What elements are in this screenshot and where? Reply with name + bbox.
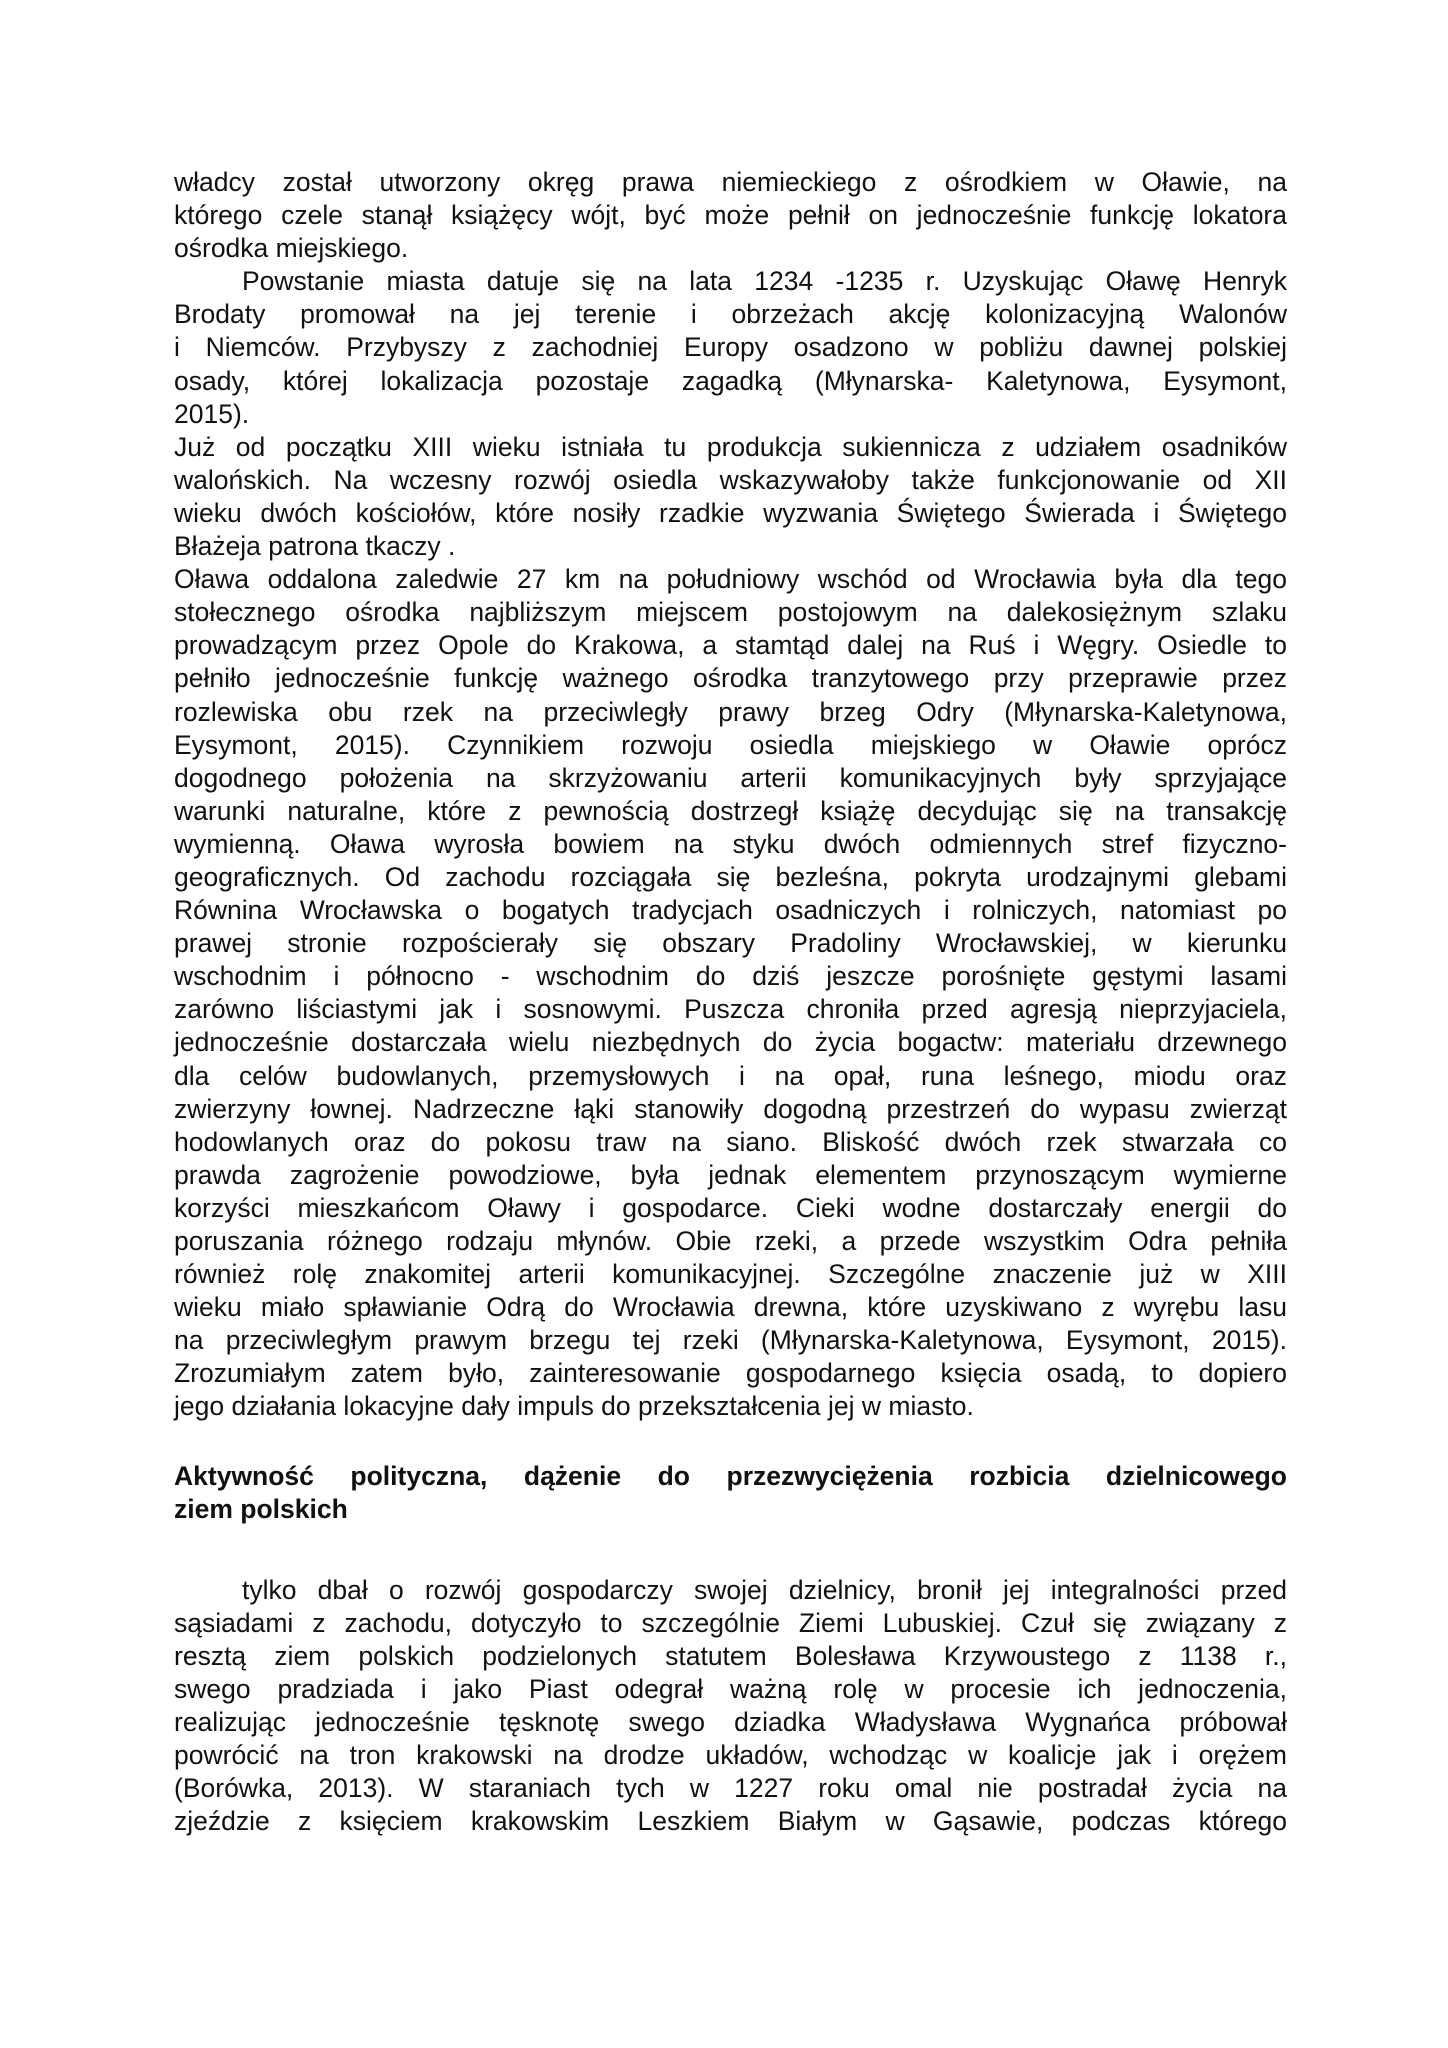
text-line: tylko dbał o rozwój gospodarczy swojej dzielnicy, bronił jej integralności przed xyxy=(242,1574,1287,1605)
text-line: 2015). xyxy=(174,398,250,429)
text-line: Już od początku XIII wieku istniała tu produkcja sukiennicza z udziałem osadników xyxy=(174,431,1287,462)
text-line: prowadzącym przez Opole do Krakowa, a stamtąd dalej na Ruś i Węgry. Osiedle to xyxy=(174,630,1287,661)
section-heading xyxy=(174,1460,1287,1526)
text-line: prawej stronie rozpościerały się obszary Pradoliny Wrocławskiej, w kierunku xyxy=(174,928,1287,959)
document-page xyxy=(174,166,1287,1839)
spacer xyxy=(174,1526,1287,1574)
text-line: swego pradziada i jako Piast odegrał ważną rolę w procesie ich jednoczenia, xyxy=(174,1674,1287,1705)
text-line: wieku dwóch kościołów, które nosiły rzadkie wyzwania Świętego Świerada i Świętego xyxy=(174,497,1287,528)
text-line: dla celów budowlanych, przemysłowych i na opał, runa leśnego, miodu oraz xyxy=(174,1060,1287,1091)
text-line: Równina Wrocławska o bogatych tradycjach osadniczych i rolniczych, natomiast po xyxy=(174,895,1287,926)
text-line: powrócić na tron krakowski na drodze układów, wchodząc w koalicje jak i orężem xyxy=(174,1740,1287,1771)
text-line: ośrodka miejskiego. xyxy=(174,233,409,264)
paragraph-5 xyxy=(174,1574,1287,1839)
text-line: władcy został utworzony okręg prawa niemieckiego z ośrodkiem w Oławie, na xyxy=(174,167,1287,197)
text-line: stołecznego ośrodka najbliższym miejscem postojowym na dalekosiężnym szlaku xyxy=(174,597,1287,628)
text-line: korzyści mieszkańcom Oławy i gospodarce. Cieki wodne dostarczały energii do xyxy=(174,1192,1287,1223)
text-line: Eysymont, 2015). Czynnikiem rozwoju osiedla miejskiego w Oławie oprócz xyxy=(174,729,1287,760)
text-line: zjeździe z księciem krakowskim Leszkiem Białym w Gąsawie, podczas którego xyxy=(174,1806,1287,1837)
text-line: zarówno liściastymi jak i sosnowymi. Puszcza chroniła przed agresją nieprzyjaciela, xyxy=(174,994,1287,1025)
text-line: Zrozumiałym zatem było, zainteresowanie gospodarnego księcia osadą, to dopiero xyxy=(174,1358,1287,1389)
text-line: wieku miało spławianie Odrą do Wrocławia drewna, które uzyskiwano z wyrębu lasu xyxy=(174,1292,1287,1323)
paragraph-3 xyxy=(174,431,1287,563)
text-line: geograficznych. Od zachodu rozciągała się bezleśna, pokryta urodzajnymi glebami xyxy=(174,861,1287,892)
paragraph-2 xyxy=(174,265,1287,430)
heading-line: Aktywność polityczna, dążenie do przezwyciężenia rozbicia dzielnicowego xyxy=(174,1460,1287,1491)
text-line: resztą ziem polskich podzielonych statutem Bolesława Krzywoustego z 1138 r., xyxy=(174,1640,1287,1671)
text-line: osady, której lokalizacja pozostaje zagadką (Młynarska- Kaletynowa, Eysymont, xyxy=(174,365,1287,396)
text-line: i Niemców. Przybyszy z zachodniej Europy osadzono w pobliżu dawnej polskiej xyxy=(174,332,1287,363)
text-line: warunki naturalne, które z pewnością dostrzegł książę decydując się na transakcję xyxy=(174,795,1287,826)
text-line: realizując jednocześnie tęsknotę swego dziadka Władysława Wygnańca próbował xyxy=(174,1707,1287,1738)
text-line: hodowlanych oraz do pokosu traw na siano. Bliskość dwóch rzek stwarzała co xyxy=(174,1126,1287,1157)
text-line: wschodnim i północno - wschodnim do dziś jeszcze porośnięte gęstymi lasami xyxy=(174,961,1287,992)
text-line: na przeciwległym prawym brzegu tej rzeki (Młynarska-Kaletynowa, Eysymont, 2015). xyxy=(174,1325,1287,1356)
heading-line: ziem polskich xyxy=(174,1493,348,1524)
text-line: rozlewiska obu rzek na przeciwległy prawy brzeg Odry (Młynarska-Kaletynowa, xyxy=(174,696,1287,727)
paragraph-1 xyxy=(174,166,1287,265)
text-line: walońskich. Na wczesny rozwój osiedla wskazywałoby także funkcjonowanie od XII xyxy=(174,464,1287,495)
paragraph-4 xyxy=(174,563,1287,1423)
text-line: wymienną. Oława wyrosła bowiem na styku dwóch odmiennych stref fizyczno- xyxy=(174,828,1287,859)
text-line: poruszania różnego rodzaju młynów. Obie rzeki, a przede wszystkim Odra pełniła xyxy=(174,1226,1287,1256)
text-line: (Borówka, 2013). W staraniach tych w 1227 roku omal nie postradał życia na xyxy=(174,1773,1287,1804)
text-line: dogodnego położenia na skrzyżowaniu arterii komunikacyjnych były sprzyjające xyxy=(174,762,1287,793)
text-line: Błażeja patrona tkaczy . xyxy=(174,531,456,562)
text-line: prawda zagrożenie powodziowe, była jednak elementem przynoszącym wymierne xyxy=(174,1159,1287,1190)
spacer xyxy=(174,1424,1287,1460)
text-line: sąsiadami z zachodu, dotyczyło to szczególnie Ziemi Lubuskiej. Czuł się związany z xyxy=(174,1607,1287,1638)
text-line: zwierzyny łownej. Nadrzeczne łąki stanowiły dogodną przestrzeń do wypasu zwierząt xyxy=(174,1093,1287,1124)
text-line: jego działania lokacyjne dały impuls do przekształcenia jej w miasto. xyxy=(174,1391,974,1422)
text-line: Brodaty promował na jej terenie i obrzeżach akcję kolonizacyjną Walonów xyxy=(174,299,1287,330)
text-line: Powstanie miasta datuje się na lata 1234 -1235 r. Uzyskując Oławę Henryk xyxy=(242,266,1287,297)
text-line: pełniło jednocześnie funkcję ważnego ośrodka tranzytowego przy przeprawie przez xyxy=(174,663,1287,694)
text-line: jednocześnie dostarczała wielu niezbędnych do życia bogactw: materiału drzewnego xyxy=(174,1027,1287,1058)
text-line: również rolę znakomitej arterii komunikacyjnej. Szczególne znaczenie już w XIII xyxy=(174,1259,1287,1290)
text-line: Oława oddalona zaledwie 27 km na południowy wschód od Wrocławia była dla tego xyxy=(174,564,1287,595)
text-line: którego czele stanął książęcy wójt, być może pełnił on jednocześnie funkcję lokatora xyxy=(174,200,1287,231)
